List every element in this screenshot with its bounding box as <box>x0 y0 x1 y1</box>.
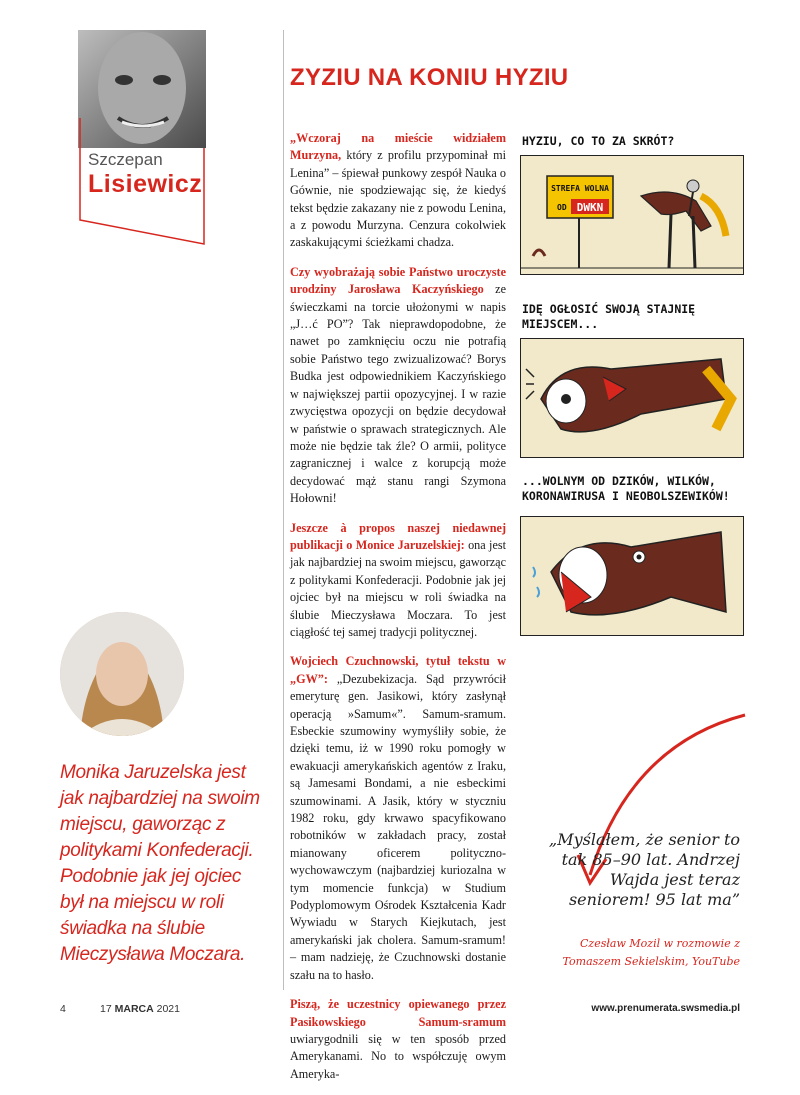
comic-horse-shouting-illustration <box>521 339 743 457</box>
paragraph-lead: Piszą, że uczestnicy opiewanego przez Pasikowskiego Samum-sramum <box>290 997 506 1029</box>
paragraph <box>290 653 506 984</box>
issue-date <box>100 1003 180 1015</box>
paragraph-text: „Dezubekizacja. Sąd przywrócił emeryturę gen. Jasikowi, który zasłynął operacją »Samum«”. Samum-sramum. Esbeckie szumowiny wymyśliły sobie, że dzięki temu, iż w 1990 roku pomogły w ewakuacji amerykańskich agentów z Iraku, są Jamesami Bondami, a nie esbeckimi szumowinami. A Jasik, który w styczniu 1982 roku, gdy krwawo spacyfikowano robotników w zakładach pracy, został mianowany oficerem polityczno-wychowawczym (najbardziej kuriozalna w tym momencie funkcja) w Studium Podyplomowym Ośrodek Kształcenia Kadr Wywiadu w Starych Kiejkutach, jest amerykański jak cholera. Samum-sramum! – mam nadzieję, że Czuchnowski dostanie szału na to hasło. <box>290 671 506 982</box>
footer-url-link[interactable]: www.prenumerata.swsmedia.pl <box>591 1003 740 1014</box>
comic-horse-neighing-illustration <box>521 517 743 635</box>
paragraph-lead: Wojciech Czuchnowski, tytuł tekstu w „GW”: <box>290 654 506 686</box>
paragraph-text: ona jest jak najbardziej na swoim miejscu, gaworząc z politykami Konfederacji. Podobnie jak jej ojciec był na miejscu w roli świadka na ślubie Mieczysława Moczara. To jest ciągłość tej samej tradycji politycznej. <box>290 537 506 639</box>
paragraph-text: który z profilu przypominał mi Lenina” – śpiewał punkowy zespół Nauka o Gównie, nie spodziewając się, że kiedyś tekst będzie zakazany nie z powodu Lenina, a z powodu Murzyna. Cenzura cokolwiek zaskakującymi ścieżkami chadza. <box>290 148 506 250</box>
paragraph <box>290 996 506 1083</box>
comic-panel-3-caption: ...WOLNYM OD DZIKÓW, WILKÓW, KORONAWIRUSA I NEOBOLSZEWIKÓW! <box>522 474 730 503</box>
issue-date-month: MARCA <box>114 1003 154 1015</box>
sign-text-line2: OD <box>557 203 567 212</box>
paragraph <box>290 130 506 252</box>
paragraph-lead: Jeszcze à propos naszej niedawnej publikacji o Monice Jaruzelskiej: <box>290 520 506 552</box>
paragraph <box>290 520 506 642</box>
sign-acronym: DWKN <box>576 201 604 214</box>
paragraph-text: ze świeczkami na torcie ułożonymi w napis „J…ć PO”? Tak nieprawdopodobne, że nawet po zamknięciu oczu nie potrafią sobie Państwo tego zwizualizować? Borys Budka jest odpowiednikiem Kaczyńskiego w największej partii opozycyjnej. I w razie zwycięstwa opozycji on będzie decydował w państwie o sprawach strategicznych. Ale może nie będzie tak źle? O armii, polityce zagranicznej i walce z korupcją może decydować mąż stanu rangi Szymona Hołowni! <box>290 282 506 506</box>
author-last-name: Lisiewicz <box>88 170 203 198</box>
side-quote: „Myślałem, że senior to tak 85–90 lat. Andrzej Wajda jest teraz seniorem! 95 lat ma” <box>548 830 740 909</box>
paragraph-lead: Czy wyobrażają sobie Państwo uroczyste urodziny Jarosława Kaczyńskiego <box>290 264 506 297</box>
comic-panel-1-caption: HYZIU, CO TO ZA SKRÓT? <box>522 134 675 148</box>
pull-quote: Monika Jaruzelska jest jak najbardziej na swoim miejscu, gaworząc z politykami Konfederacji. Podobnie jak jej ojciec był na miejscu w roli świadka na ślubie Mieczysława Moczara. <box>60 762 260 965</box>
comic-panel-2 <box>520 338 744 458</box>
sign-text-line1: STREFA WOLNA <box>551 184 609 193</box>
side-quote-source: Czesław Mozil w rozmowie z Tomaszem Sekielskim, YouTube <box>562 937 740 968</box>
page-number: 4 <box>60 1003 66 1015</box>
column-divider <box>283 30 284 990</box>
issue-date-year: 2021 <box>156 1003 180 1015</box>
comic-panel-1 <box>520 155 744 275</box>
paragraph-text: uwiarygodnili się w ten sposób przed Amerykanami. No to współczuję owym Ameryka- <box>290 1031 506 1081</box>
paragraph <box>290 264 506 508</box>
portrait-photo <box>60 612 184 736</box>
article-body <box>290 130 506 1095</box>
issue-date-day: 17 <box>100 1003 112 1015</box>
comic-horse-sign-illustration <box>521 156 743 274</box>
article-title: ZYZIU NA KONIU HYZIU <box>290 64 569 91</box>
portrait-illustration <box>60 612 184 736</box>
author-first-name: Szczepan <box>88 150 163 169</box>
comic-panel-3 <box>520 516 744 636</box>
comic-panel-2-caption: IDĘ OGŁOSIĆ SWOJĄ STAJNIĘ MIEJSCEM... <box>522 302 696 331</box>
paragraph-lead: „Wczoraj na mieście widziałem Murzyna, <box>290 131 506 163</box>
